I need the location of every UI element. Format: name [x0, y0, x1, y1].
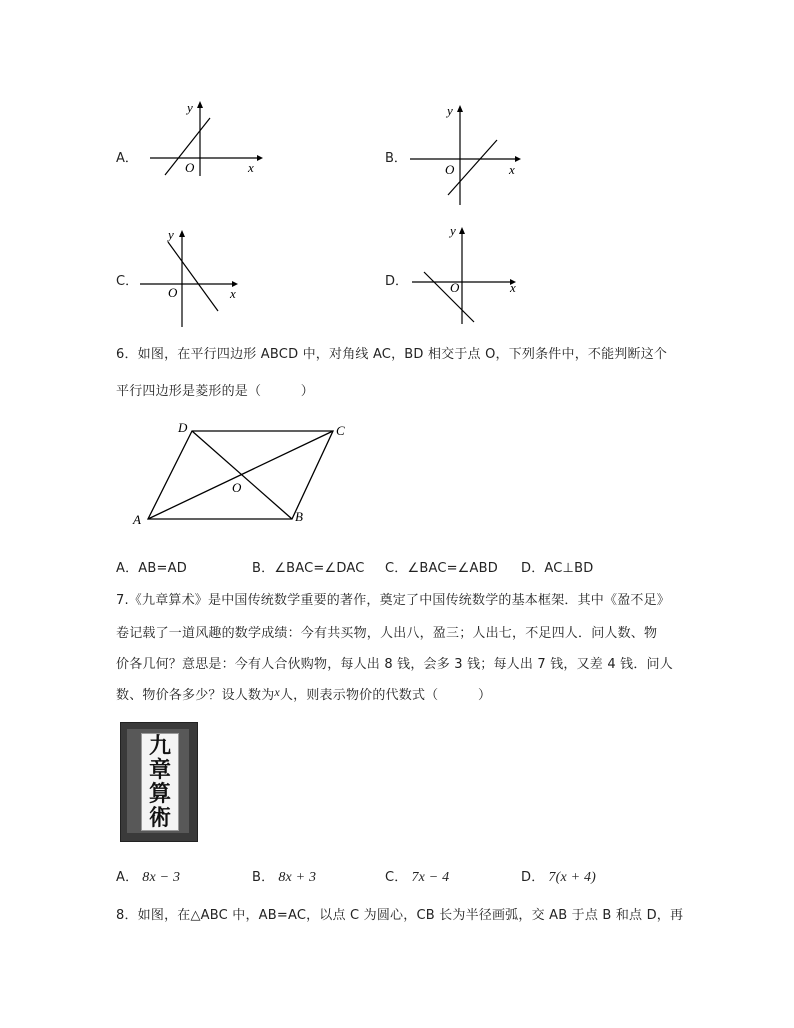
y-axis-label: y — [168, 227, 174, 242]
q7-text-line4-post: 人，则表示物价的代数式（ ） — [279, 688, 492, 703]
q7-option-c — [385, 866, 449, 886]
book-title-char: 九 — [148, 733, 171, 759]
q5-graph-b — [405, 102, 525, 207]
q5-option-c-label: C． — [116, 274, 139, 289]
origin-label: O — [445, 162, 455, 177]
q5-option-a-label: A． — [116, 151, 138, 166]
book-title-char: 術 — [148, 805, 171, 831]
q6-option-b: B．∠BAC=∠DAC — [252, 561, 365, 576]
q7-option-d-expr: 7(x + 4) — [548, 870, 597, 885]
parallelogram-figure — [125, 415, 355, 530]
q8-text-line1: 8．如图，在△ABC 中，AB=AC，以点 C 为圆心，CB 长为半径画弧，交 AB 于点 B 和点 D，再 — [116, 908, 684, 923]
book-title-char: 章 — [148, 757, 171, 783]
vertex-b-label: B — [295, 509, 303, 524]
x-axis-label: x — [248, 160, 254, 175]
q7-variable-x: x — [274, 685, 280, 699]
q7-text-line3: 价各几何？意思是：今有人合伙购物，每人出 8 钱，会多 3 钱；每人出 7 钱，又差 4 钱．问人 — [116, 657, 673, 672]
q7-option-c-label: C． — [385, 870, 408, 885]
vertex-c-label: C — [336, 423, 345, 438]
origin-label: O — [168, 285, 178, 300]
q7-option-a-label: A． — [116, 870, 139, 885]
y-axis-label: y — [447, 103, 453, 118]
center-o-label: O — [232, 480, 242, 495]
origin-label: O — [185, 160, 195, 175]
q7-option-d-label: D． — [521, 870, 545, 885]
q5-option-b-label: B． — [385, 151, 407, 166]
q7-option-a-expr: 8x − 3 — [142, 870, 181, 885]
q5-graph-c — [138, 225, 258, 330]
q6-option-c: C．∠BAC=∠ABD — [385, 561, 498, 576]
book-title-char: 算 — [148, 781, 171, 807]
q7-option-d — [521, 866, 596, 886]
q7-option-b — [252, 866, 316, 886]
q6-text-line1: 6．如图，在平行四边形 ABCD 中，对角线 AC，BD 相交于点 O，下列条件中，不能判断这个 — [116, 347, 668, 362]
q5-option-d-label: D． — [385, 274, 409, 289]
q5-line-b — [448, 140, 497, 195]
y-axis-label: y — [450, 223, 456, 238]
q6-option-d: D．AC⊥BD — [521, 561, 594, 576]
q7-option-b-expr: 8x + 3 — [278, 870, 317, 885]
q5-line-c — [168, 242, 218, 311]
vertex-d-label: D — [178, 420, 188, 435]
q7-text-line1: 7.《九章算术》是中国传统数学重要的著作，奠定了中国传统数学的基本框架．其中《盈不足》 — [116, 593, 671, 608]
q7-text-line4 — [116, 684, 491, 703]
q7-option-a — [116, 866, 180, 886]
q7-text-line4-pre: 数、物价各多少？设人数为 — [116, 688, 275, 703]
q6-text-line2: 平行四边形是菱形的是（ ） — [116, 384, 315, 399]
book-title-label — [141, 733, 179, 831]
origin-label: O — [450, 280, 460, 295]
vertex-a-label: A — [133, 512, 141, 527]
q6-option-a: A．AB=AD — [116, 561, 187, 576]
q7-text-line2: 卷记载了一道风趣的数学成绩：今有共买物，人出八，盈三；人出七，不足四人．问人数、物 — [116, 626, 658, 641]
x-axis-label: x — [510, 280, 516, 295]
x-axis-label: x — [230, 286, 236, 301]
y-axis-label: y — [187, 100, 193, 115]
q5-graph-d — [410, 222, 530, 327]
q5-line-d — [424, 272, 474, 322]
jiuzhang-suanshu-book-image — [120, 722, 198, 842]
q5-graph-a — [145, 98, 265, 178]
q7-option-c-expr: 7x − 4 — [411, 870, 450, 885]
q7-option-b-label: B． — [252, 870, 275, 885]
x-axis-label: x — [509, 162, 515, 177]
